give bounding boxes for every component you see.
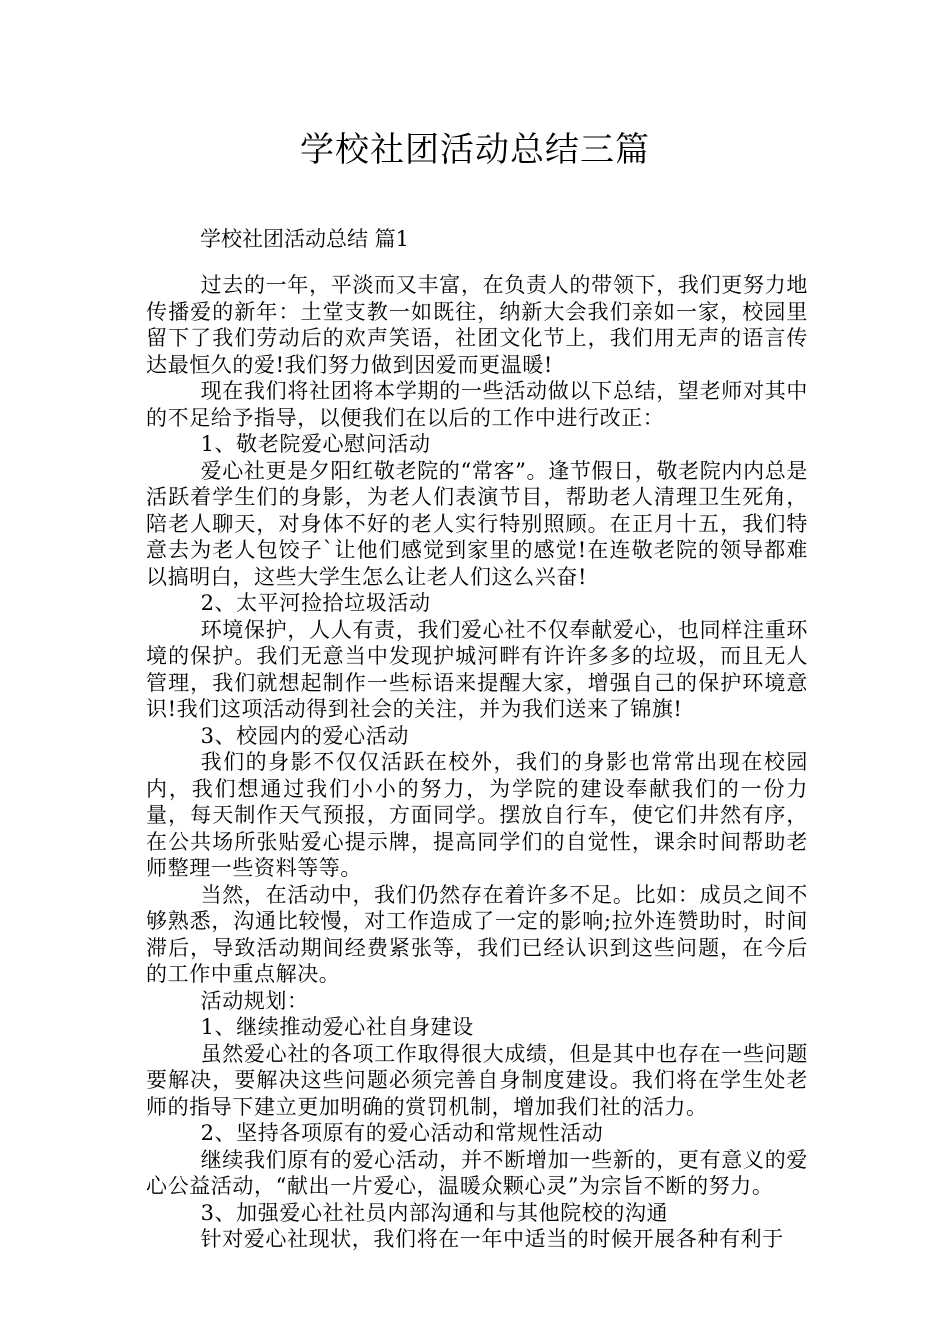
paragraph: 虽然爱心社的各项工作取得很大成绩，但是其中也存在一些问题要解决，要解决这些问题必须完善自身制度建设。我们将在学生处老师的指导下建立更加明确的赏罚机制，增加我们社的活力。	[146, 1041, 808, 1119]
list-heading: 1、敬老院爱心慰问活动	[200, 432, 431, 456]
paragraph: 环境保护，人人有责，我们爱心社不仅奉献爱心，也同样注重环境的保护。我们无意当中发现护城河畔有许许多多的垃圾，而且无人管理，我们就想起制作一些标语来提醒大家，增强自己的保护环境意识!我们这项活动得到社会的关注，并为我们送来了锦旗!	[146, 617, 808, 721]
paragraph: 爱心社更是夕阳红敬老院的“常客”。逢节假日，敬老院内内总是活跃着学生们的身影，为老人们表演节目，帮助老人清理卫生死角，陪老人聊天，对身体不好的老人实行特别照顾。在正月十五，我们特意去为老人包饺子`让他们感觉到家里的感觉!在连敬老院的领导都难以搞明白，这些大学生怎么让老人们这么兴奋!	[146, 458, 808, 589]
paragraph: 针对爱心社现状，我们将在一年中适当的时候开展各种有利于	[200, 1227, 784, 1251]
paragraph: 我们的身影不仅仅活跃在校外，我们的身影也常常出现在校园内，我们想通过我们小小的努力，为学院的建设奉献我们的一份力量，每天制作天气预报，方面同学。摆放自行车，使它们井然有序，在公共场所张贴爱心提示牌，提高同学们的自觉性，课余时间帮助老师整理一些资料等等。	[146, 750, 808, 880]
document-body	[146, 272, 808, 1253]
list-heading: 1、继续推动爱心社自身建设	[200, 1015, 474, 1039]
paragraph: 当然，在活动中，我们仍然存在着许多不足。比如：成员之间不够熟悉，沟通比较慢，对工作造成了一定的影响;拉外连赞助时，时间滞后，导致活动期间经费紧张等，我们已经认识到这些问题，在今后的工作中重点解决。	[146, 882, 808, 986]
paragraph: 现在我们将社团将本学期的一些活动做以下总结，望老师对其中的不足给予指导，以便我们在以后的工作中进行改正：	[146, 379, 808, 430]
list-heading: 2、太平河捡拾垃圾活动	[200, 591, 431, 615]
paragraph: 过去的一年，平淡而又丰富，在负责人的带领下，我们更努力地传播爱的新年：土堂支教一如既往，纳新大会我们亲如一家，校园里留下了我们劳动后的欢声笑语，社团文化节上，我们用无声的语言传达最恒久的爱!我们努力做到因爱而更温暖!	[146, 273, 808, 377]
document-title: 学校社团活动总结三篇	[300, 130, 650, 170]
list-heading: 2、坚持各项原有的爱心活动和常规性活动	[200, 1121, 604, 1145]
paragraph: 继续我们原有的爱心活动，并不断增加一些新的，更有意义的爱心公益活动，“献出一片爱心，温暖众颗心灵”为宗旨不断的努力。	[146, 1147, 808, 1198]
section-heading: 学校社团活动总结 篇1	[200, 227, 410, 251]
list-heading: 3、加强爱心社社员内部沟通和与其他院校的沟通	[200, 1200, 669, 1225]
list-heading: 3、校园内的爱心活动	[200, 723, 409, 748]
list-heading: 活动规划：	[200, 988, 309, 1013]
